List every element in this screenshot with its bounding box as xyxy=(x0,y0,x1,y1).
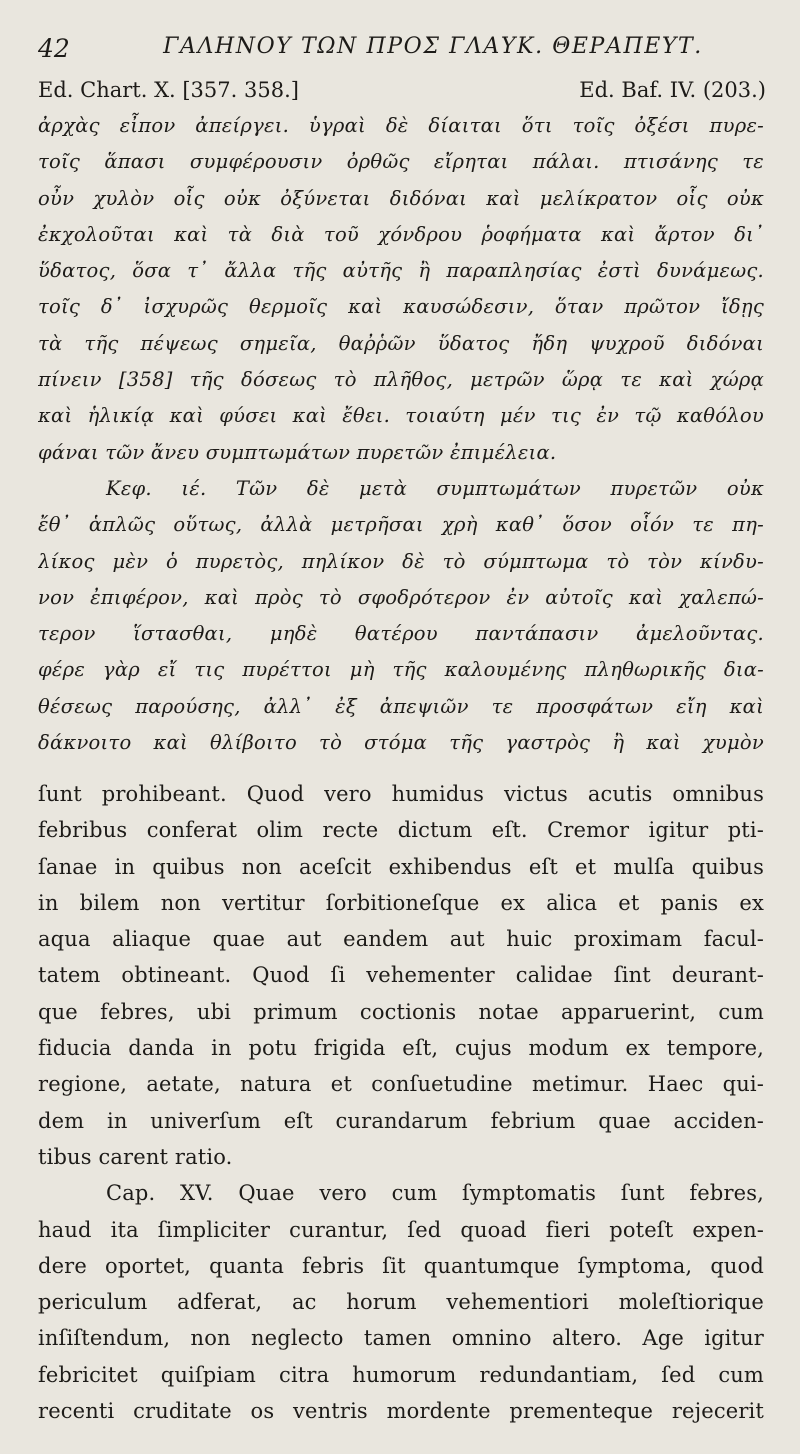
greek-line: θέσεως παρούσης, ἀλλ᾽ ἐξ ἀπεψιῶν τε προσφάτων εἴη καὶ xyxy=(38,694,764,718)
edition-chart-reference: Ed. Chart. X. [357. 358.] xyxy=(38,78,299,102)
greek-line: τοῖς ἅπασι συμφέρουσιν ὀρθῶς εἴρηται πάλαι. πτισάνης τε xyxy=(38,150,764,174)
greek-line: τοῖς δ᾽ ἰσχυρῶς θερμοῖς καὶ καυσώδεσιν, ὅταν πρῶτον ἴδῃς xyxy=(38,295,764,319)
page-number: 42 xyxy=(38,34,70,63)
latin-line: que febres, ubi primum coctionis notae apparuerint, cum xyxy=(38,999,764,1024)
greek-line: φέρε γὰρ εἴ τις πυρέττοι μὴ τῆς καλουμένης πληθωρικῆς δια- xyxy=(38,658,764,682)
latin-line: dere oportet, quanta febris ſit quantumque ſymptoma, quod xyxy=(38,1253,764,1278)
latin-line: dem in univerſum eſt curandarum febrium quae acciden- xyxy=(38,1108,764,1133)
latin-line: inſiſtendum, non neglecto tamen omnino altero. Age igitur xyxy=(38,1326,764,1351)
latin-line: tibus carent ratio. xyxy=(38,1144,233,1169)
greek-line: ὕδατος, ὅσα τ᾽ ἄλλα τῆς αὐτῆς ἢ παραπλησίας ἐστὶ δυνάμεως. xyxy=(38,259,764,283)
greek-line: λίκος μὲν ὁ πυρετὸς, πηλίκον δὲ τὸ σύμπτωμα τὸ τὸν κίνδυ- xyxy=(38,549,764,573)
latin-chapter-heading-line: Cap. XV. Quae vero cum ſymptomatis ſunt febres, xyxy=(106,1181,764,1206)
greek-line: οὖν χυλὸν οἷς οὐκ ὀξύνεται διδόναι καὶ μελίκρατον οἷς οὐκ xyxy=(38,186,764,210)
greek-text-block xyxy=(38,108,764,761)
greek-line: πίνειν [358] τῆς δόσεως τὸ πλῆθος, μετρῶν ὥρᾳ τε καὶ χώρᾳ xyxy=(38,368,764,392)
greek-line: ἐκχολοῦται καὶ τὰ διὰ τοῦ χόνδρου ῥοφήματα καὶ ἄρτον δι᾽ xyxy=(38,222,764,246)
latin-line: ſanae in quibus non aceſcit exhibendus eſt et mulſa quibus xyxy=(38,854,764,879)
edition-reference-line xyxy=(38,78,766,108)
latin-line: aqua aliaque quae aut eandem aut huic proximam facul- xyxy=(38,927,764,952)
latin-line: haud ita ſimpliciter curantur, ſed quoad fieri poteſt expen- xyxy=(38,1217,764,1242)
latin-line: febricitet quiſpiam citra humorum redundantiam, ſed cum xyxy=(38,1362,764,1387)
latin-line: febribus conferat olim recte dictum eſt. Cremor igitur pti- xyxy=(38,818,764,843)
greek-line: τερον ἵστασθαι, μηδὲ θατέρου παντάπασιν ἀμελοῦντας. xyxy=(38,622,764,646)
latin-line: fiducia danda in potu frigida eſt, cujus modum ex tempore, xyxy=(38,1036,764,1061)
greek-line: ἀρχὰς εἶπον ἀπείργει. ὑγραὶ δὲ δίαιται ὅτι τοῖς ὀξέσι πυρε- xyxy=(38,114,764,137)
greek-line: τὰ τῆς πέψεως σημεῖα, θαῤῥῶν ὕδατος ἤδη ψυχροῦ διδόναι xyxy=(38,331,764,355)
running-head xyxy=(38,30,768,64)
latin-line: recenti cruditate os ventris mordente prementeque rejecerit xyxy=(38,1399,764,1424)
latin-line: tatem obtineant. Quod ſi vehementer calidae ſint deurant- xyxy=(38,963,764,988)
greek-line: ἔθ᾽ ἁπλῶς οὕτως, ἀλλὰ μετρῆσαι χρὴ καθ᾽ ὅσον οἷόν τε πη- xyxy=(38,513,764,537)
running-title: ΓΑΛΗΝΟΥ ΤΩΝ ΠΡΟΣ ΓΛΑΥΚ. ΘΕΡΑΠΕΥΤ. xyxy=(163,34,703,59)
greek-line: νον ἐπιφέρον, καὶ πρὸς τὸ σφοδρότερον ἐν αὐτοῖς καὶ χαλεπώ- xyxy=(38,585,764,609)
latin-line: periculum adferat, ac horum vehementiori moleſtiorique xyxy=(38,1290,764,1315)
latin-line: regione, aetate, natura et conſuetudine metimur. Haec qui- xyxy=(38,1072,764,1097)
latin-text-block xyxy=(38,776,764,1429)
latin-line: ſunt prohibeant. Quod vero humidus victus acutis omnibus xyxy=(38,782,764,806)
greek-line: καὶ ἡλικίᾳ καὶ φύσει καὶ ἔθει. τοιαύτη μέν τις ἐν τῷ καθόλου xyxy=(38,404,764,428)
edition-basel-reference: Ed. Baf. IV. (203.) xyxy=(579,78,766,102)
greek-line: φάναι τῶν ἄνευ συμπτωμάτων πυρετῶν ἐπιμέλεια. xyxy=(38,440,557,464)
greek-line: δάκνοιτο καὶ θλίβοιτο τὸ στόμα τῆς γαστρὸς ἢ καὶ χυμὸν xyxy=(38,731,764,755)
greek-chapter-heading-line: Κεφ. ιέ. Τῶν δὲ μετὰ συμπτωμάτων πυρετῶν οὐκ xyxy=(106,476,764,500)
latin-line: in bilem non vertitur ſorbitioneſque ex alica et panis ex xyxy=(38,890,764,915)
